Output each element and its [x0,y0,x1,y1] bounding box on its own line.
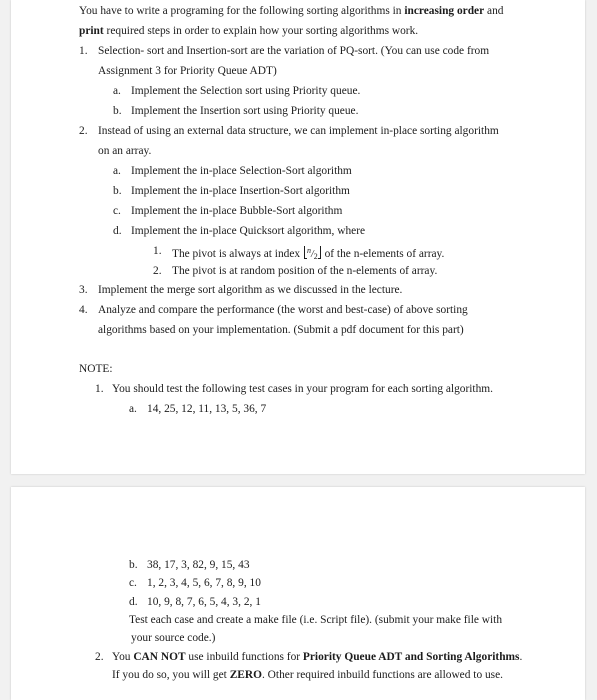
sub-number: b. [113,105,122,117]
test-case-d: 10, 9, 8, 7, 6, 5, 4, 3, 2, 1 [147,596,261,608]
note-line-1: You should test the following test cases in your program for each sorting algorithm. [112,383,494,395]
sub-number: d. [113,225,122,237]
item2-sub-a: Implement the in-place Selection-Sort algorithm [131,165,352,177]
item3-line: Implement the merge sort algorithm as we discussed in the lecture. [98,284,403,296]
item1-line-1: Selection- sort and Insertion-sort are the variation of PQ-sort. (You can use code from [98,45,490,57]
note-heading: NOTE: [79,363,113,375]
document-page-2 [11,487,585,700]
floor-right-bracket [318,246,321,259]
list-number-4: 4. [79,304,88,316]
sub-number: b. [113,185,122,197]
test-case-c: 1, 2, 3, 4, 5, 6, 7, 8, 9, 10 [147,577,261,589]
test-instruction-line-1: Test each case and create a make file (i.e. Script file). (submit your make file with [129,614,503,626]
case-number: d. [129,596,138,608]
case-number: c. [129,577,137,589]
test-instruction-line-2: your source code.) [131,632,216,644]
document-page-1 [11,0,585,474]
note-number-2: 2. [95,651,104,663]
sub-number: a. [113,85,121,97]
pivot-line-2: The pivot is at random position of the n-elements of array. [172,265,438,277]
sub-number: c. [113,205,121,217]
pivot-number: 1. [153,245,162,257]
note-2-line-2: If you do so, you will get ZERO. Other required inbuild functions are allowed to use. [112,669,504,681]
item1-sub-a: Implement the Selection sort using Priority queue. [131,85,361,97]
item1-line-2: Assignment 3 for Priority Queue ADT) [98,65,277,77]
pivot-number: 2. [153,265,162,277]
intro-line-2: print required steps in order to explain how your sorting algorithms work. [79,25,419,37]
item2-line-2: on an array. [98,145,152,157]
case-number: a. [129,403,137,415]
note-number-1: 1. [95,383,104,395]
case-number: b. [129,559,138,571]
pivot-line-1: The pivot is always at index $^n/_2$ of the n-elements of array. [172,246,445,261]
intro-line-1: You have to write a programing for the following sorting algorithms in increasing order and [79,5,504,17]
test-case-b: 38, 17, 3, 82, 9, 15, 43 [147,559,250,571]
sub-number: a. [113,165,121,177]
n-over-2-fraction: $^n/_2$ [306,246,318,261]
list-number-1: 1. [79,45,88,57]
test-case-a: 14, 25, 12, 11, 13, 5, 36, 7 [147,403,267,415]
item1-sub-b: Implement the Insertion sort using Priority queue. [131,105,359,117]
note-2-line-1: You CAN NOT use inbuild functions for Priority Queue ADT and Sorting Algorithms. [112,651,523,663]
item2-sub-d: Implement the in-place Quicksort algorithm, where [131,225,366,237]
list-number-3: 3. [79,284,88,296]
item4-line-1: Analyze and compare the performance (the worst and best-case) of above sorting [98,304,468,316]
item2-line-1: Instead of using an external data structure, we can implement in-place sorting algorithm [98,125,499,137]
item2-sub-c: Implement the in-place Bubble-Sort algorithm [131,205,343,217]
list-number-2: 2. [79,125,88,137]
item2-sub-b: Implement the in-place Insertion-Sort algorithm [131,185,350,197]
item4-line-2: algorithms based on your implementation. (Submit a pdf document for this part) [98,324,464,336]
